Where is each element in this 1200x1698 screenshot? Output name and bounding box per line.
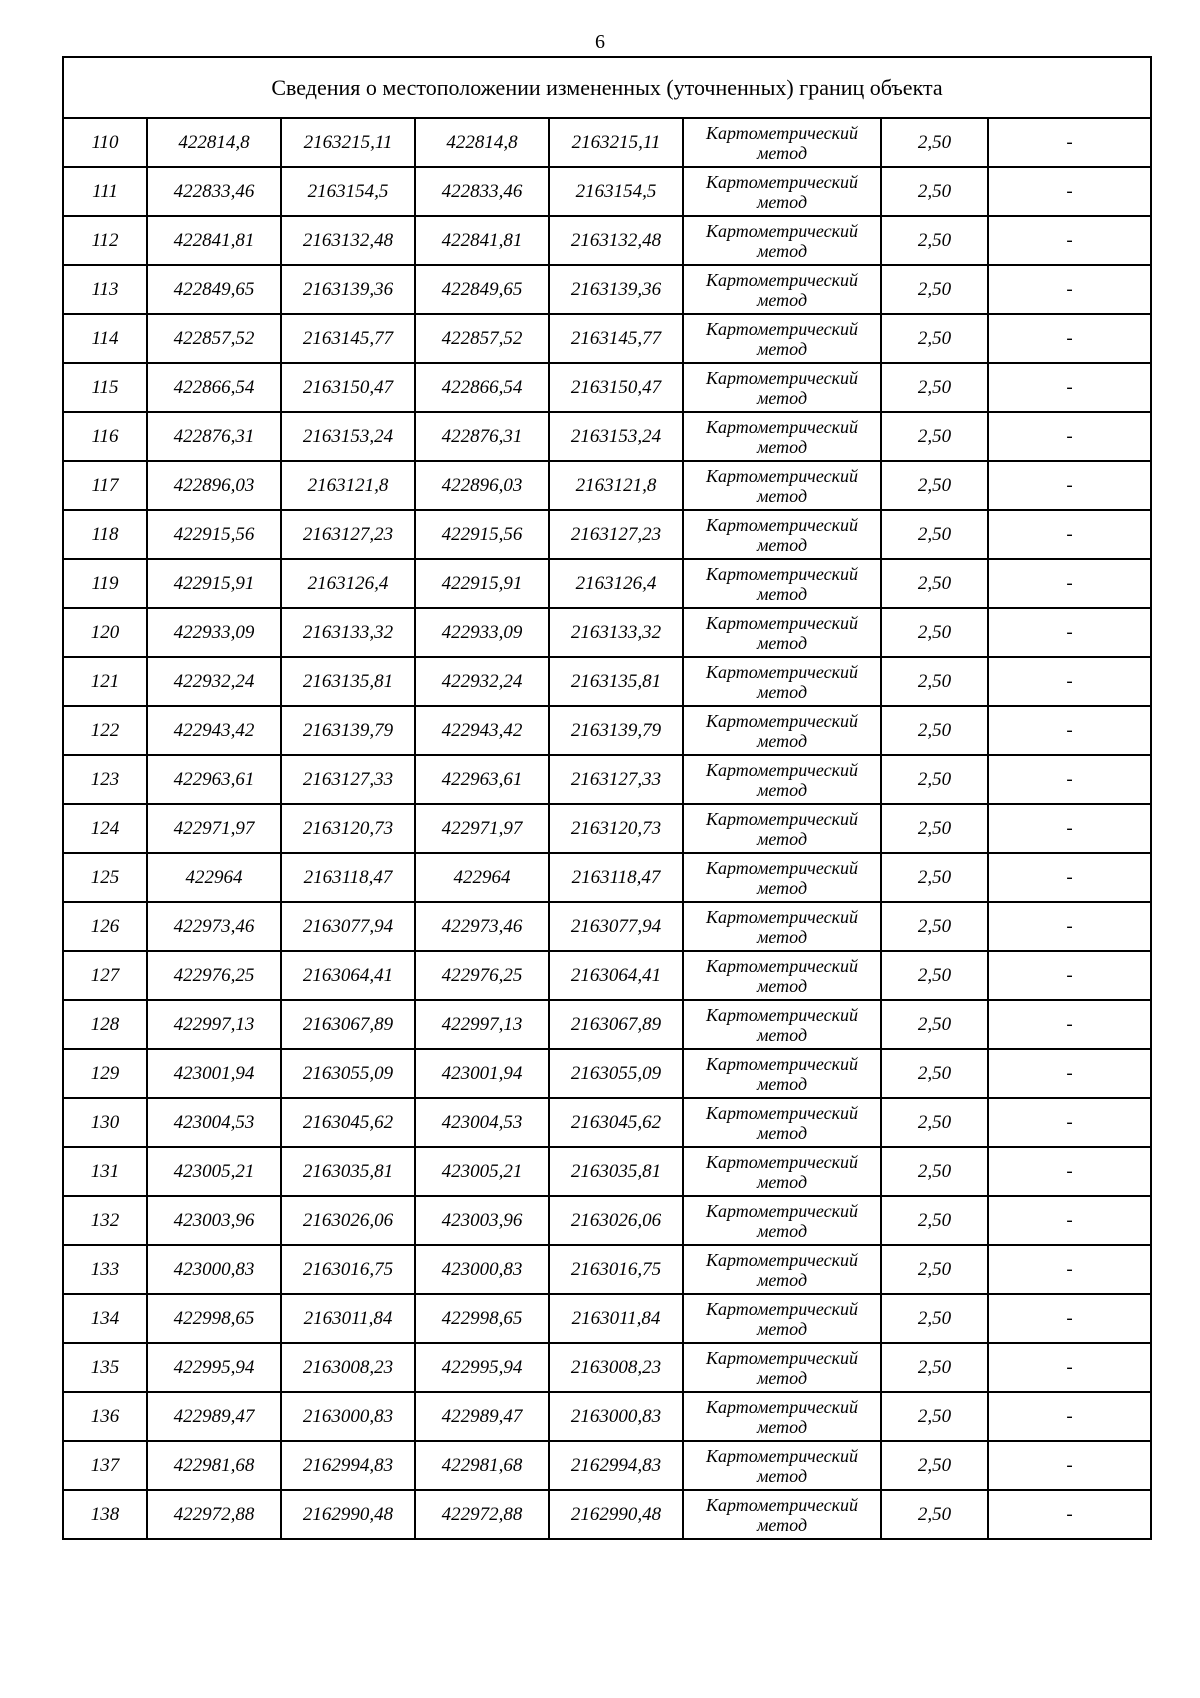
cell-point-number: 129 — [63, 1049, 147, 1098]
cell-y-refined: 2163135,81 — [549, 657, 683, 706]
cell-x-existing: 422876,31 — [147, 412, 281, 461]
cell-accuracy: 2,50 — [881, 1294, 988, 1343]
cell-y-refined: 2163133,32 — [549, 608, 683, 657]
cell-y-existing: 2163127,33 — [281, 755, 415, 804]
cell-x-refined: 422989,47 — [415, 1392, 549, 1441]
cell-note: - — [988, 1000, 1151, 1049]
cell-y-existing: 2163139,36 — [281, 265, 415, 314]
table-row — [63, 657, 1151, 706]
cell-x-refined: 423003,96 — [415, 1196, 549, 1245]
cell-method: Картометрический метод — [683, 608, 881, 657]
cell-y-refined: 2163127,33 — [549, 755, 683, 804]
cell-note: - — [988, 363, 1151, 412]
cell-y-existing: 2163035,81 — [281, 1147, 415, 1196]
cell-accuracy: 2,50 — [881, 1343, 988, 1392]
cell-y-existing: 2163077,94 — [281, 902, 415, 951]
cell-x-existing: 422849,65 — [147, 265, 281, 314]
cell-method: Картометрический метод — [683, 559, 881, 608]
cell-x-refined: 422896,03 — [415, 461, 549, 510]
cell-note: - — [988, 608, 1151, 657]
cell-x-refined: 422857,52 — [415, 314, 549, 363]
cell-note: - — [988, 216, 1151, 265]
cell-point-number: 127 — [63, 951, 147, 1000]
cell-x-existing: 422932,24 — [147, 657, 281, 706]
cell-accuracy: 2,50 — [881, 1098, 988, 1147]
cell-y-refined: 2163118,47 — [549, 853, 683, 902]
cell-point-number: 119 — [63, 559, 147, 608]
cell-accuracy: 2,50 — [881, 804, 988, 853]
cell-x-existing: 422943,42 — [147, 706, 281, 755]
cell-x-refined: 422998,65 — [415, 1294, 549, 1343]
cell-method: Картометрический метод — [683, 1245, 881, 1294]
cell-method: Картометрический метод — [683, 1343, 881, 1392]
table-row — [63, 755, 1151, 804]
cell-y-refined: 2163045,62 — [549, 1098, 683, 1147]
cell-x-existing: 423003,96 — [147, 1196, 281, 1245]
cell-point-number: 120 — [63, 608, 147, 657]
cell-method: Картометрический метод — [683, 265, 881, 314]
cell-x-refined: 422933,09 — [415, 608, 549, 657]
cell-x-existing: 422976,25 — [147, 951, 281, 1000]
cell-x-existing: 422833,46 — [147, 167, 281, 216]
cell-x-existing: 422972,88 — [147, 1490, 281, 1539]
cell-y-refined: 2163215,11 — [549, 118, 683, 167]
cell-point-number: 128 — [63, 1000, 147, 1049]
cell-x-refined: 422997,13 — [415, 1000, 549, 1049]
table-body — [63, 57, 1151, 1539]
cell-y-refined: 2163026,06 — [549, 1196, 683, 1245]
table-row — [63, 1245, 1151, 1294]
cell-point-number: 122 — [63, 706, 147, 755]
page-number: 6 — [595, 31, 605, 53]
table-row — [63, 216, 1151, 265]
cell-x-refined: 422932,24 — [415, 657, 549, 706]
cell-accuracy: 2,50 — [881, 657, 988, 706]
cell-y-existing: 2163045,62 — [281, 1098, 415, 1147]
cell-x-refined: 423004,53 — [415, 1098, 549, 1147]
cell-y-existing: 2163154,5 — [281, 167, 415, 216]
cell-x-refined: 423001,94 — [415, 1049, 549, 1098]
table-caption-row — [63, 57, 1151, 118]
cell-x-refined: 422915,91 — [415, 559, 549, 608]
table-row — [63, 1147, 1151, 1196]
cell-accuracy: 2,50 — [881, 1049, 988, 1098]
cell-y-refined: 2163055,09 — [549, 1049, 683, 1098]
cell-accuracy: 2,50 — [881, 1147, 988, 1196]
cell-y-refined: 2163067,89 — [549, 1000, 683, 1049]
boundary-coordinates-table — [62, 56, 1152, 1540]
cell-y-refined: 2163126,4 — [549, 559, 683, 608]
cell-x-refined: 422943,42 — [415, 706, 549, 755]
table-row — [63, 1294, 1151, 1343]
cell-x-existing: 423001,94 — [147, 1049, 281, 1098]
cell-y-existing: 2163135,81 — [281, 657, 415, 706]
cell-x-existing: 423000,83 — [147, 1245, 281, 1294]
cell-x-existing: 422971,97 — [147, 804, 281, 853]
cell-y-existing: 2163145,77 — [281, 314, 415, 363]
cell-method: Картометрический метод — [683, 706, 881, 755]
cell-note: - — [988, 1196, 1151, 1245]
cell-accuracy: 2,50 — [881, 412, 988, 461]
cell-note: - — [988, 706, 1151, 755]
table-row — [63, 1196, 1151, 1245]
cell-y-existing: 2163121,8 — [281, 461, 415, 510]
cell-note: - — [988, 559, 1151, 608]
cell-point-number: 135 — [63, 1343, 147, 1392]
cell-y-existing: 2162990,48 — [281, 1490, 415, 1539]
cell-point-number: 132 — [63, 1196, 147, 1245]
cell-note: - — [988, 853, 1151, 902]
table-row — [63, 853, 1151, 902]
cell-y-refined: 2163016,75 — [549, 1245, 683, 1294]
cell-y-refined: 2163139,36 — [549, 265, 683, 314]
cell-accuracy: 2,50 — [881, 1441, 988, 1490]
table-row — [63, 1098, 1151, 1147]
cell-method: Картометрический метод — [683, 216, 881, 265]
cell-y-existing: 2163067,89 — [281, 1000, 415, 1049]
cell-method: Картометрический метод — [683, 951, 881, 1000]
cell-note: - — [988, 167, 1151, 216]
cell-accuracy: 2,50 — [881, 951, 988, 1000]
cell-x-existing: 422981,68 — [147, 1441, 281, 1490]
cell-accuracy: 2,50 — [881, 755, 988, 804]
cell-note: - — [988, 804, 1151, 853]
cell-accuracy: 2,50 — [881, 216, 988, 265]
cell-accuracy: 2,50 — [881, 1490, 988, 1539]
table-row — [63, 363, 1151, 412]
cell-x-refined: 423000,83 — [415, 1245, 549, 1294]
cell-note: - — [988, 755, 1151, 804]
cell-point-number: 116 — [63, 412, 147, 461]
table-row — [63, 412, 1151, 461]
cell-x-refined: 422814,8 — [415, 118, 549, 167]
cell-note: - — [988, 1392, 1151, 1441]
table-row — [63, 1441, 1151, 1490]
table-row — [63, 1049, 1151, 1098]
cell-x-existing: 422933,09 — [147, 608, 281, 657]
cell-method: Картометрический метод — [683, 902, 881, 951]
table-row — [63, 1000, 1151, 1049]
table-row — [63, 1490, 1151, 1539]
cell-x-existing: 422998,65 — [147, 1294, 281, 1343]
cell-y-existing: 2163026,06 — [281, 1196, 415, 1245]
cell-accuracy: 2,50 — [881, 510, 988, 559]
cell-x-existing: 422915,91 — [147, 559, 281, 608]
cell-point-number: 121 — [63, 657, 147, 706]
cell-point-number: 112 — [63, 216, 147, 265]
cell-method: Картометрический метод — [683, 510, 881, 559]
cell-note: - — [988, 1049, 1151, 1098]
cell-y-refined: 2163011,84 — [549, 1294, 683, 1343]
cell-accuracy: 2,50 — [881, 1392, 988, 1441]
cell-accuracy: 2,50 — [881, 559, 988, 608]
cell-y-refined: 2163127,23 — [549, 510, 683, 559]
cell-method: Картометрический метод — [683, 804, 881, 853]
table-row — [63, 265, 1151, 314]
cell-x-refined: 422972,88 — [415, 1490, 549, 1539]
cell-accuracy: 2,50 — [881, 118, 988, 167]
cell-x-existing: 422997,13 — [147, 1000, 281, 1049]
cell-x-existing: 422964 — [147, 853, 281, 902]
cell-method: Картометрический метод — [683, 1049, 881, 1098]
cell-note: - — [988, 265, 1151, 314]
cell-accuracy: 2,50 — [881, 265, 988, 314]
cell-y-refined: 2163064,41 — [549, 951, 683, 1000]
cell-method: Картометрический метод — [683, 1000, 881, 1049]
cell-y-refined: 2163139,79 — [549, 706, 683, 755]
cell-x-refined: 422876,31 — [415, 412, 549, 461]
cell-note: - — [988, 510, 1151, 559]
table-caption: Сведения о местоположении измененных (уточненных) границ объекта — [63, 57, 1151, 118]
cell-note: - — [988, 1294, 1151, 1343]
table-row — [63, 951, 1151, 1000]
cell-y-existing: 2163126,4 — [281, 559, 415, 608]
cell-x-existing: 422896,03 — [147, 461, 281, 510]
table-row — [63, 510, 1151, 559]
cell-x-refined: 422833,46 — [415, 167, 549, 216]
cell-method: Картометрический метод — [683, 1147, 881, 1196]
cell-y-refined: 2163008,23 — [549, 1343, 683, 1392]
cell-y-refined: 2163150,47 — [549, 363, 683, 412]
cell-point-number: 113 — [63, 265, 147, 314]
cell-note: - — [988, 1245, 1151, 1294]
cell-y-existing: 2163118,47 — [281, 853, 415, 902]
cell-x-refined: 422866,54 — [415, 363, 549, 412]
cell-point-number: 123 — [63, 755, 147, 804]
cell-y-existing: 2162994,83 — [281, 1441, 415, 1490]
cell-x-existing: 422973,46 — [147, 902, 281, 951]
cell-accuracy: 2,50 — [881, 608, 988, 657]
cell-x-existing: 422866,54 — [147, 363, 281, 412]
cell-y-refined: 2163132,48 — [549, 216, 683, 265]
table-row — [63, 559, 1151, 608]
table-row — [63, 461, 1151, 510]
cell-note: - — [988, 657, 1151, 706]
cell-point-number: 114 — [63, 314, 147, 363]
cell-accuracy: 2,50 — [881, 1196, 988, 1245]
table-row — [63, 706, 1151, 755]
cell-x-refined: 422971,97 — [415, 804, 549, 853]
cell-method: Картометрический метод — [683, 853, 881, 902]
cell-y-existing: 2163139,79 — [281, 706, 415, 755]
cell-y-refined: 2163154,5 — [549, 167, 683, 216]
cell-point-number: 138 — [63, 1490, 147, 1539]
cell-note: - — [988, 314, 1151, 363]
cell-point-number: 124 — [63, 804, 147, 853]
cell-x-refined: 422995,94 — [415, 1343, 549, 1392]
cell-method: Картометрический метод — [683, 363, 881, 412]
cell-x-existing: 422995,94 — [147, 1343, 281, 1392]
cell-x-refined: 422915,56 — [415, 510, 549, 559]
cell-x-existing: 422963,61 — [147, 755, 281, 804]
cell-method: Картометрический метод — [683, 1196, 881, 1245]
cell-method: Картометрический метод — [683, 755, 881, 804]
cell-y-refined: 2163153,24 — [549, 412, 683, 461]
cell-accuracy: 2,50 — [881, 461, 988, 510]
cell-y-existing: 2163011,84 — [281, 1294, 415, 1343]
cell-method: Картометрический метод — [683, 1294, 881, 1343]
cell-accuracy: 2,50 — [881, 1245, 988, 1294]
cell-y-refined: 2163035,81 — [549, 1147, 683, 1196]
cell-y-existing: 2163133,32 — [281, 608, 415, 657]
cell-x-existing: 422814,8 — [147, 118, 281, 167]
cell-point-number: 117 — [63, 461, 147, 510]
cell-method: Картометрический метод — [683, 1441, 881, 1490]
cell-y-refined: 2163121,8 — [549, 461, 683, 510]
cell-accuracy: 2,50 — [881, 706, 988, 755]
cell-note: - — [988, 118, 1151, 167]
cell-method: Картометрический метод — [683, 167, 881, 216]
cell-y-refined: 2162994,83 — [549, 1441, 683, 1490]
table-row — [63, 608, 1151, 657]
table-row — [63, 118, 1151, 167]
cell-note: - — [988, 1441, 1151, 1490]
cell-method: Картометрический метод — [683, 461, 881, 510]
table-row — [63, 167, 1151, 216]
cell-x-refined: 422981,68 — [415, 1441, 549, 1490]
cell-x-existing: 423004,53 — [147, 1098, 281, 1147]
cell-note: - — [988, 902, 1151, 951]
cell-point-number: 110 — [63, 118, 147, 167]
cell-y-existing: 2163120,73 — [281, 804, 415, 853]
cell-point-number: 126 — [63, 902, 147, 951]
cell-y-existing: 2163064,41 — [281, 951, 415, 1000]
cell-y-refined: 2163077,94 — [549, 902, 683, 951]
cell-method: Картометрический метод — [683, 1392, 881, 1441]
cell-y-existing: 2163132,48 — [281, 216, 415, 265]
cell-y-existing: 2163000,83 — [281, 1392, 415, 1441]
cell-accuracy: 2,50 — [881, 314, 988, 363]
cell-point-number: 133 — [63, 1245, 147, 1294]
cell-point-number: 125 — [63, 853, 147, 902]
cell-y-existing: 2163008,23 — [281, 1343, 415, 1392]
cell-x-existing: 422989,47 — [147, 1392, 281, 1441]
cell-x-existing: 422857,52 — [147, 314, 281, 363]
cell-point-number: 130 — [63, 1098, 147, 1147]
cell-point-number: 115 — [63, 363, 147, 412]
table-row — [63, 314, 1151, 363]
cell-x-refined: 422841,81 — [415, 216, 549, 265]
cell-note: - — [988, 461, 1151, 510]
cell-method: Картометрический метод — [683, 412, 881, 461]
cell-method: Картометрический метод — [683, 118, 881, 167]
cell-y-refined: 2163145,77 — [549, 314, 683, 363]
cell-accuracy: 2,50 — [881, 167, 988, 216]
cell-x-refined: 422973,46 — [415, 902, 549, 951]
table-row — [63, 804, 1151, 853]
table-row — [63, 1343, 1151, 1392]
cell-accuracy: 2,50 — [881, 1000, 988, 1049]
cell-y-existing: 2163150,47 — [281, 363, 415, 412]
cell-x-refined: 422964 — [415, 853, 549, 902]
cell-accuracy: 2,50 — [881, 902, 988, 951]
cell-method: Картометрический метод — [683, 657, 881, 706]
cell-point-number: 136 — [63, 1392, 147, 1441]
cell-y-existing: 2163127,23 — [281, 510, 415, 559]
cell-y-existing: 2163215,11 — [281, 118, 415, 167]
cell-point-number: 137 — [63, 1441, 147, 1490]
cell-x-refined: 422976,25 — [415, 951, 549, 1000]
cell-y-existing: 2163055,09 — [281, 1049, 415, 1098]
cell-y-existing: 2163016,75 — [281, 1245, 415, 1294]
cell-note: - — [988, 1490, 1151, 1539]
cell-x-existing: 422841,81 — [147, 216, 281, 265]
cell-x-existing: 423005,21 — [147, 1147, 281, 1196]
cell-y-refined: 2163000,83 — [549, 1392, 683, 1441]
cell-method: Картометрический метод — [683, 1098, 881, 1147]
cell-note: - — [988, 1147, 1151, 1196]
cell-method: Картометрический метод — [683, 1490, 881, 1539]
cell-y-refined: 2162990,48 — [549, 1490, 683, 1539]
cell-note: - — [988, 951, 1151, 1000]
cell-x-refined: 422849,65 — [415, 265, 549, 314]
cell-x-existing: 422915,56 — [147, 510, 281, 559]
cell-point-number: 118 — [63, 510, 147, 559]
cell-accuracy: 2,50 — [881, 363, 988, 412]
cell-note: - — [988, 1098, 1151, 1147]
cell-note: - — [988, 1343, 1151, 1392]
cell-point-number: 111 — [63, 167, 147, 216]
cell-accuracy: 2,50 — [881, 853, 988, 902]
cell-note: - — [988, 412, 1151, 461]
cell-point-number: 134 — [63, 1294, 147, 1343]
cell-y-existing: 2163153,24 — [281, 412, 415, 461]
cell-method: Картометрический метод — [683, 314, 881, 363]
cell-y-refined: 2163120,73 — [549, 804, 683, 853]
table-row — [63, 902, 1151, 951]
cell-x-refined: 422963,61 — [415, 755, 549, 804]
table-row — [63, 1392, 1151, 1441]
cell-x-refined: 423005,21 — [415, 1147, 549, 1196]
cell-point-number: 131 — [63, 1147, 147, 1196]
